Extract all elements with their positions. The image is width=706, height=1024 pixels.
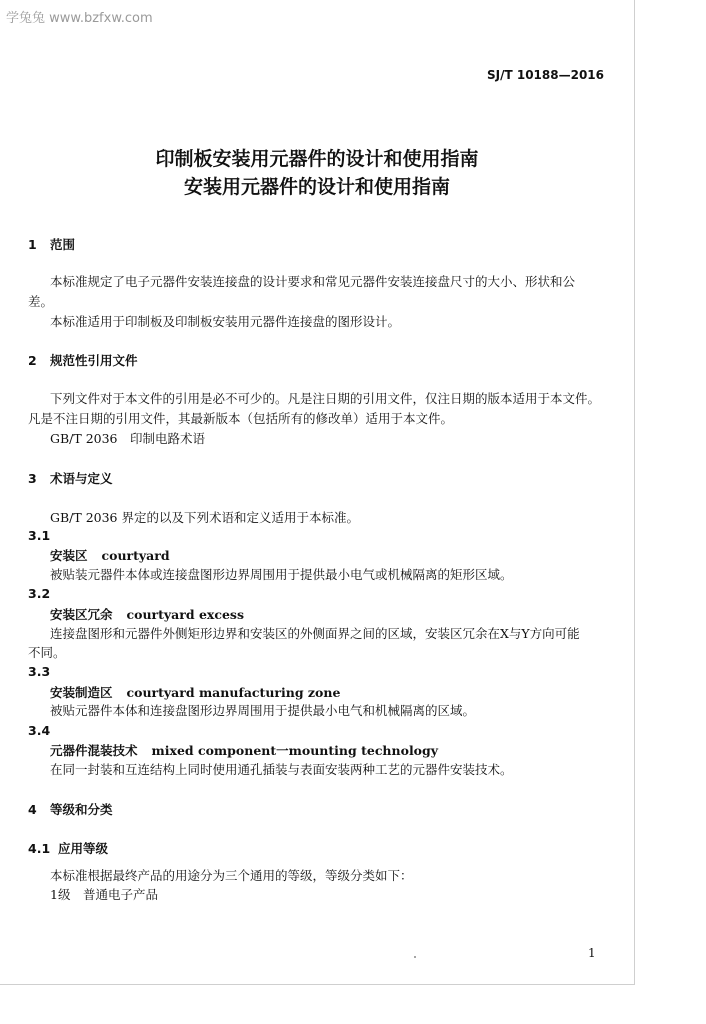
term-chinese: 安装制造区 (50, 685, 113, 700)
term-english: courtyard excess (126, 607, 244, 622)
term-english: courtyard manufacturing zone (126, 685, 341, 700)
watermark: 学兔兔 www.bzfxw.com (6, 11, 153, 26)
term-title (50, 546, 170, 564)
section-4-heading (28, 800, 113, 818)
term-number: 3.3 (28, 664, 51, 679)
section-1-paragraph-1-cont: 差。 (28, 294, 54, 309)
section-2-paragraph-1: 下列文件对于本文件的引用是必不可少的。凡是注日期的引用文件，仅注日期的版本适用于本文件。 (50, 391, 601, 406)
document-title-line-2: 安装用元器件的设计和使用指南 (183, 176, 450, 198)
section-1-number: 1 (28, 237, 37, 252)
page-number: 1 (588, 946, 596, 960)
section-4-number: 4 (28, 802, 37, 817)
term-title (50, 683, 340, 701)
term-english: courtyard (101, 548, 170, 563)
section-3-intro: GB/T 2036 界定的以及下列术语和定义适用于本标准。 (50, 510, 359, 525)
normative-reference: GB/T 2036 印制电路术语 (50, 431, 206, 446)
term-title (50, 605, 244, 623)
section-3-number: 3 (28, 471, 37, 486)
term-chinese: 安装区冗余 (50, 607, 113, 622)
term-number: 3.2 (28, 586, 51, 601)
section-1-paragraph-2: 本标准适用于印制板及印制板安装用元器件连接盘的图形设计。 (50, 314, 401, 329)
term-definition: 连接盘图形和元器件外侧矩形边界和安装区的外侧面界之间的区域，安装区冗余在X与Y方向可能 (50, 626, 580, 641)
section-3-title: 术语与定义 (50, 471, 113, 486)
section-3-heading (28, 469, 113, 487)
term-chinese: 元器件混装技术 (50, 743, 138, 758)
section-2-paragraph-1-cont: 凡是不注日期的引用文件，其最新版本（包括所有的修改单）适用于本文件。 (28, 411, 454, 426)
section-2-heading (28, 351, 138, 369)
term-definition-cont: 不同。 (28, 645, 66, 660)
section-2-number: 2 (28, 353, 37, 368)
section-2-title: 规范性引用文件 (50, 353, 138, 368)
term-definition: 在同一封装和互连结构上同时使用通孔插装与表面安装两种工艺的元器件安装技术。 (50, 762, 513, 777)
class-1-item: 1级 普通电子产品 (50, 887, 158, 902)
subsection-4-1-title: 应用等级 (58, 841, 109, 856)
term-number: 3.4 (28, 723, 51, 738)
subsection-4-1-paragraph: 本标准根据最终产品的用途分为三个通用的等级，等级分类如下： (50, 868, 413, 883)
section-1-title: 范围 (50, 237, 76, 252)
scan-speck (414, 956, 416, 958)
section-1-heading (28, 235, 75, 253)
term-definition: 被贴元器件本体和连接盘图形边界周围用于提供最小电气和机械隔离的区域。 (50, 703, 476, 718)
subsection-4-1-heading (28, 839, 108, 857)
section-4-title: 等级和分类 (50, 802, 113, 817)
term-number: 3.1 (28, 528, 51, 543)
term-chinese: 安装区 (50, 548, 88, 563)
section-1-paragraph-1: 本标准规定了电子元器件安装连接盘的设计要求和常见元器件安装连接盘尺寸的大小、形状和公 (50, 274, 576, 289)
term-definition: 被贴装元器件本体或连接盘图形边界周围用于提供最小电气或机械隔离的矩形区域。 (50, 567, 513, 582)
subsection-4-1-number: 4.1 (28, 841, 51, 856)
term-title (50, 741, 438, 759)
document-title-line-1: 印制板安装用元器件的设计和使用指南 (155, 148, 479, 170)
standard-code: SJ/T 10188—2016 (487, 68, 604, 82)
term-english: mixed component一mounting technology (151, 743, 439, 758)
